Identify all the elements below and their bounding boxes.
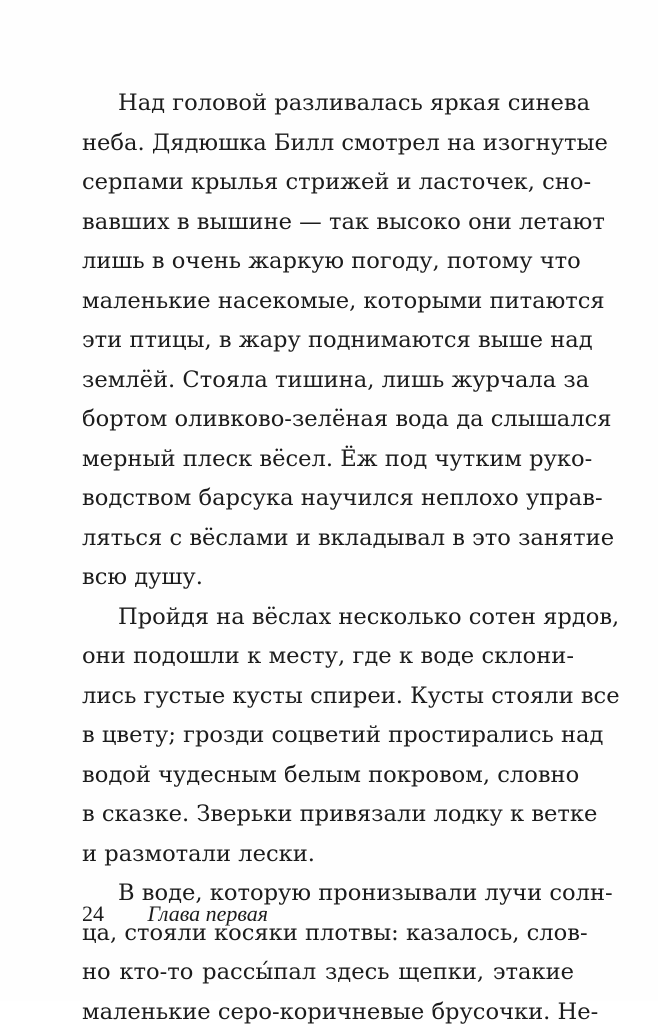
text-line: мерный плеск вёсел. Ёж под чутким руко- [82, 440, 574, 480]
text-line: В воде, которую пронизывали лучи солн- [82, 874, 574, 914]
page-number: 24 [82, 901, 142, 927]
paragraph-1 [82, 84, 574, 598]
text-line: серпами крылья стрижей и ласточек, сно- [82, 163, 574, 203]
text-line: маленькие насекомые, которыми питаются [82, 282, 574, 322]
text-line: в цвету; грозди соцветий простирались над [82, 716, 574, 756]
text-line: Над головой разливалась яркая синева [82, 84, 574, 124]
text-line: в сказке. Зверьки привязали лодку к ветке [82, 795, 574, 835]
text-line: они подошли к месту, где к воде склони- [82, 637, 574, 677]
text-line: лишь в очень жаркую погоду, потому что [82, 242, 574, 282]
text-line: Пройдя на вёслах несколько сотен ярдов, [82, 598, 574, 638]
text-line: вавших в вышине — так высоко они летают [82, 203, 574, 243]
text-line: и размотали лески. [82, 835, 574, 875]
text-line: маленькие серо-коричневые брусочки. Не- [82, 993, 574, 1032]
text-line: эти птицы, в жару поднимаются выше над [82, 321, 574, 361]
text-line: неба. Дядюшка Билл смотрел на изогнутые [82, 124, 574, 164]
text-line: водой чудесным белым покровом, словно [82, 756, 574, 796]
text-line: бортом оливково-зелёная вода да слышался [82, 400, 574, 440]
text-line: землёй. Стояла тишина, лишь журчала за [82, 361, 574, 401]
text-line: лись густые кусты спиреи. Кусты стояли все [82, 677, 574, 717]
text-line: но кто-то рассы́пал здесь щепки, этакие [82, 953, 574, 993]
running-head: Глава первая [148, 901, 269, 926]
page-footer [82, 901, 268, 927]
paragraph-3 [82, 874, 574, 1032]
paragraph-2 [82, 598, 574, 875]
text-line: ляться с вёслами и вкладывал в это занятие [82, 519, 574, 559]
text-line: всю душу. [82, 558, 574, 598]
text-line: водством барсука научился неплохо управ- [82, 479, 574, 519]
body-text [82, 84, 574, 1032]
text-line: ца, стояли косяки плотвы: казалось, слов- [82, 914, 574, 954]
